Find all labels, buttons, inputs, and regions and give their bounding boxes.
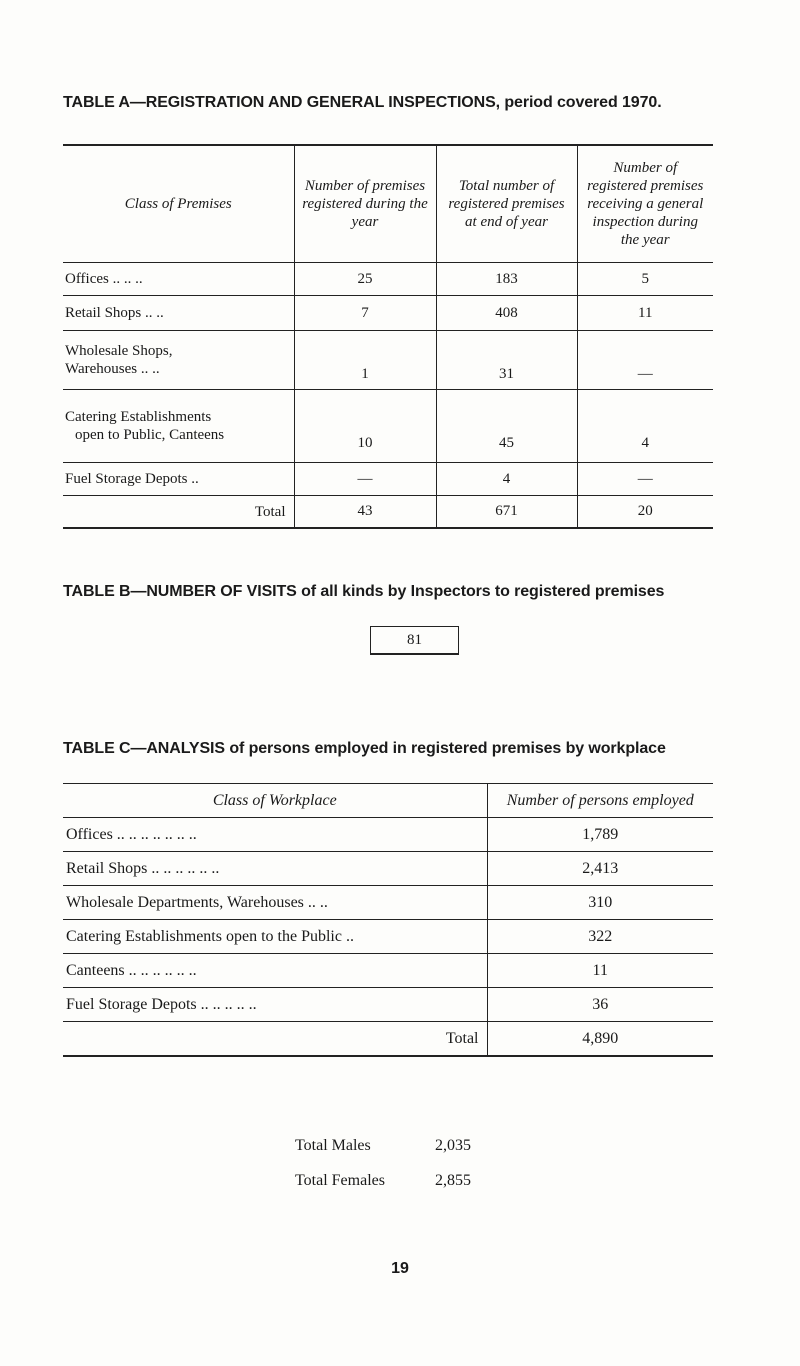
total-males-value: 2,035 [435,1137,471,1154]
table-row [63,390,713,463]
premises-label: Fuel Storage Depots .. [63,463,294,496]
table-row [63,331,713,390]
registered-value: 1 [294,331,436,390]
header-general-inspection: Number of registered premises receiving a general inspection during the year [577,145,713,263]
table-total-row [63,496,713,529]
premises-label [63,390,294,463]
premises-label-line: open to Public, Canteens [75,427,225,443]
inspected-value: 4 [577,390,713,463]
registered-value: — [294,463,436,496]
total-label: Total [63,496,294,529]
table-c [63,783,713,1057]
table-row [63,263,713,296]
registered-total: 43 [294,496,436,529]
total-value: 4 [436,463,577,496]
table-row [63,296,713,331]
total-males-label: Total Males [295,1137,371,1154]
inspected-total: 20 [577,496,713,529]
workplace-label: Canteens .. .. .. .. .. .. [63,954,487,988]
inspected-value: — [577,331,713,390]
inspected-value: 5 [577,263,713,296]
table-row [63,818,713,852]
inspected-value: — [577,463,713,496]
total-total: 671 [436,496,577,529]
total-label: Total [63,1022,487,1057]
totals-block [295,1128,471,1198]
employed-value: 322 [487,920,713,954]
employed-value: 310 [487,886,713,920]
total-value: 31 [436,331,577,390]
workplace-label: Wholesale Departments, Warehouses .. .. [63,886,487,920]
premises-label-line: Catering Establishments [65,409,212,425]
registered-value: 7 [294,296,436,331]
header-class-of-workplace: Class of Workplace [63,784,487,818]
workplace-label: Offices .. .. .. .. .. .. .. [63,818,487,852]
table-row [63,988,713,1022]
table-row [63,920,713,954]
workplace-label: Fuel Storage Depots .. .. .. .. .. [63,988,487,1022]
employed-value: 1,789 [487,818,713,852]
total-males-row [295,1128,471,1163]
employed-value: 2,413 [487,852,713,886]
registered-value: 25 [294,263,436,296]
total-value: 45 [436,390,577,463]
table-total-row [63,1022,713,1057]
table-c-title: TABLE C—ANALYSIS of persons employed in registered premises by workplace [63,740,666,757]
table-row [63,463,713,496]
employed-value: 36 [487,988,713,1022]
premises-label-line: Wholesale Shops, [65,343,173,359]
total-value: 183 [436,263,577,296]
table-a-title: TABLE A—REGISTRATION AND GENERAL INSPECTIONS, period covered 1970. [63,94,662,111]
total-value: 408 [436,296,577,331]
table-row [63,954,713,988]
table-b-title: TABLE B—NUMBER OF VISITS of all kinds by Inspectors to registered premises [63,583,665,600]
premises-label: Offices .. .. .. [63,263,294,296]
registered-value: 10 [294,390,436,463]
header-registered-during-year: Number of premises registered during the year [294,145,436,263]
workplace-label: Retail Shops .. .. .. .. .. .. [63,852,487,886]
header-class-of-premises: Class of Premises [63,145,294,263]
total-females-value: 2,855 [435,1172,471,1189]
total-females-label: Total Females [295,1172,385,1189]
workplace-label: Catering Establishments open to the Public .. [63,920,487,954]
employed-value: 11 [487,954,713,988]
header-persons-employed: Number of persons employed [487,784,713,818]
employed-total: 4,890 [487,1022,713,1057]
visits-count-box: 81 [370,626,459,655]
total-females-row [295,1163,471,1198]
premises-label-line: Warehouses .. .. [65,361,160,377]
header-total-registered: Total number of registered premises at end of year [436,145,577,263]
premises-label [63,331,294,390]
table-row [63,886,713,920]
table-row [63,852,713,886]
inspected-value: 11 [577,296,713,331]
table-a [63,144,713,529]
premises-label: Retail Shops .. .. [63,296,294,331]
page-number: 19 [391,1260,409,1277]
